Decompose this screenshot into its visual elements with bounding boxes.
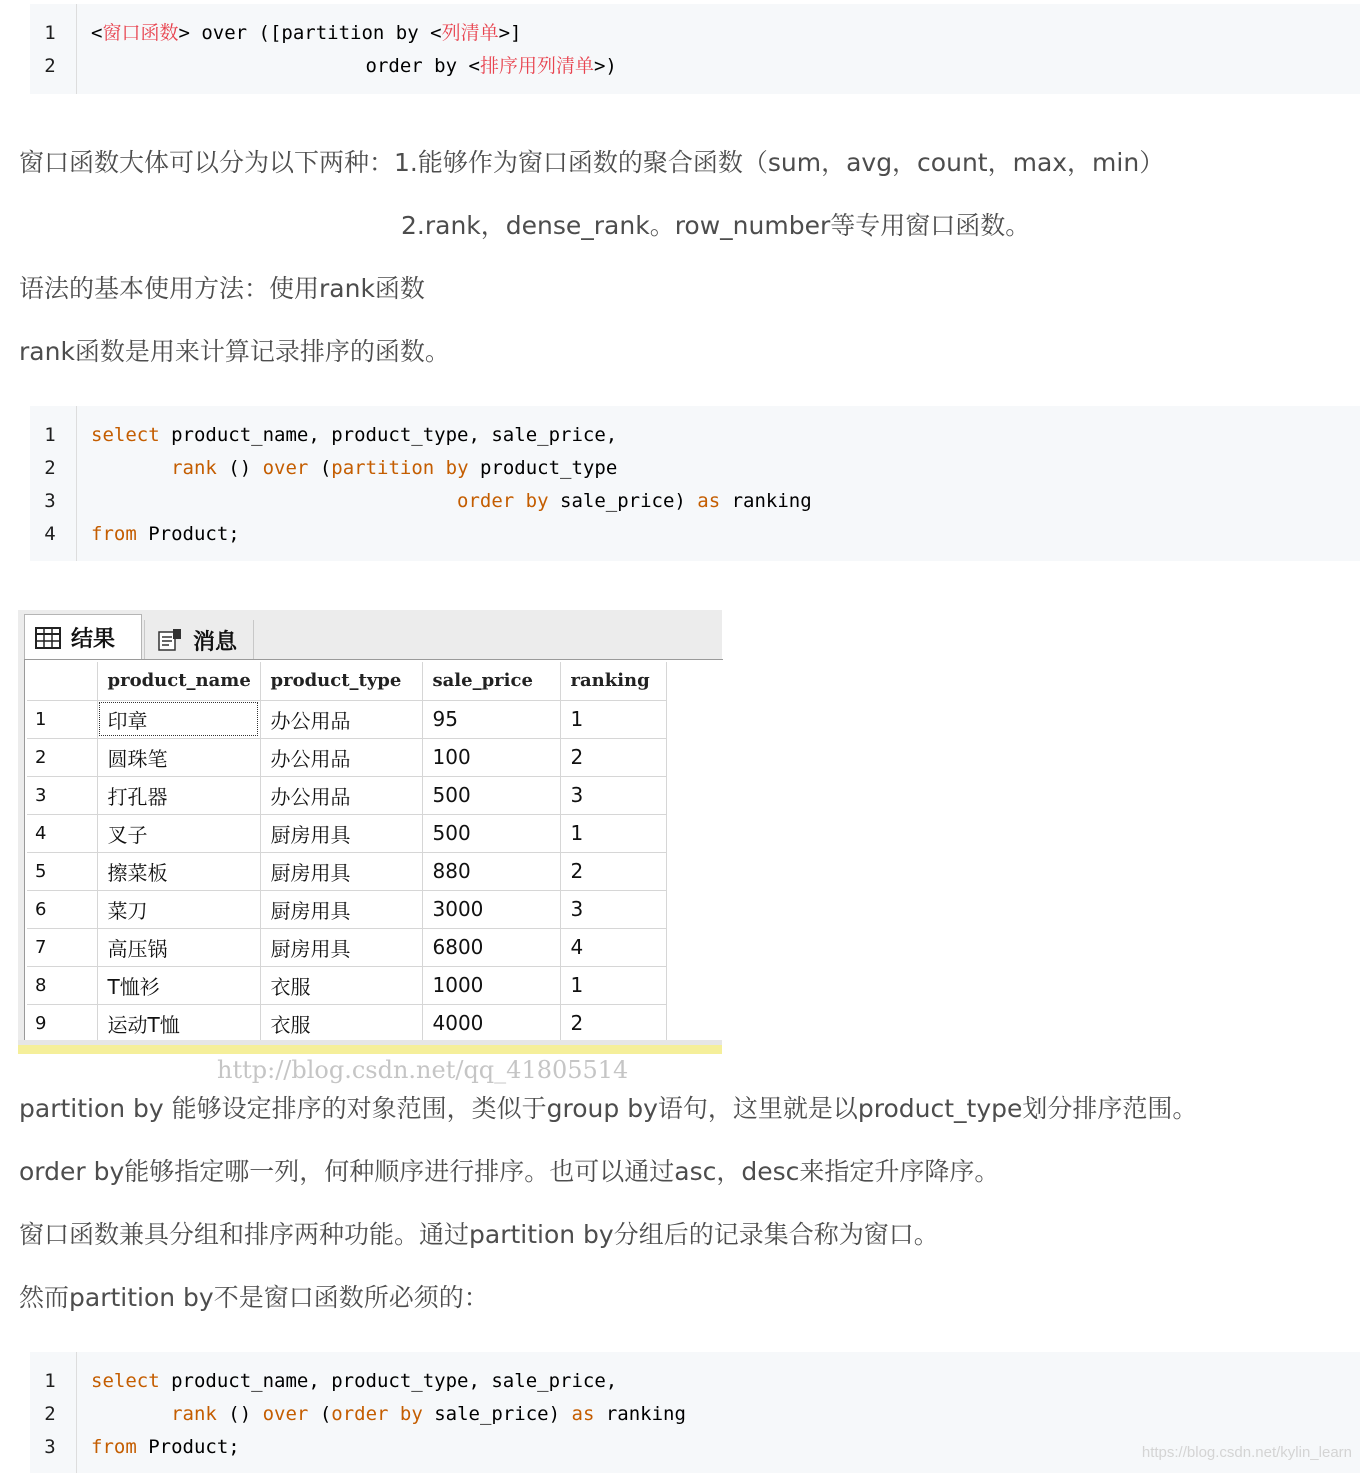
table-cell[interactable]: 95: [422, 700, 560, 738]
table-cell[interactable]: 运动T恤: [97, 1004, 260, 1042]
result-grid: [24, 659, 723, 1084]
paragraph-partition-optional: 然而partition by不是窗口函数所必须的：: [19, 1283, 489, 1312]
table-row[interactable]: [27, 966, 666, 1004]
code-block-syntax: [30, 4, 1360, 94]
code-token: > over ([partition by <: [178, 22, 442, 44]
code-line: [30, 419, 618, 452]
code-keyword: order by: [457, 490, 549, 512]
table-cell[interactable]: 2: [560, 1004, 666, 1042]
row-number-cell[interactable]: 6: [27, 890, 97, 928]
code-line: [30, 1431, 240, 1464]
code-token: sale_price): [548, 490, 698, 512]
line-number: 1: [44, 1370, 56, 1392]
grid-watermark: http://blog.csdn.net/qq_41805514: [217, 1056, 629, 1084]
line-number: 1: [44, 22, 56, 44]
table-cell[interactable]: 办公用品: [260, 700, 422, 738]
table-cell[interactable]: 6800: [422, 928, 560, 966]
paragraph-window-function-types-2: 2.rank，dense_rank。row_number等专用窗口函数。: [401, 211, 1031, 240]
table-row[interactable]: [27, 890, 666, 928]
table-cell[interactable]: 880: [422, 852, 560, 890]
message-icon: [157, 628, 183, 652]
code-keyword: as: [697, 490, 721, 512]
line-number: 3: [44, 1436, 56, 1458]
query-result-panel: [18, 610, 722, 1084]
code-token: >): [593, 55, 617, 77]
code-token: >]: [498, 22, 522, 44]
code-keyword: over: [262, 457, 309, 479]
column-header[interactable]: sale_price: [422, 662, 560, 700]
code-token: (: [308, 1403, 332, 1425]
code-token: (): [216, 457, 263, 479]
code-token: [91, 1403, 171, 1425]
table-cell[interactable]: 500: [422, 776, 560, 814]
code-text: [91, 518, 240, 551]
paragraph-basic-usage: 语法的基本使用方法：使用rank函数: [19, 274, 425, 303]
table-cell[interactable]: 擦菜板: [97, 852, 260, 890]
grid-icon: [35, 627, 61, 649]
row-number-cell[interactable]: 1: [27, 700, 97, 738]
code-token: product_name, product_type, sale_price,: [159, 424, 618, 446]
line-number: 3: [44, 490, 56, 512]
table-cell[interactable]: 厨房用具: [260, 814, 422, 852]
code-block-rank-partition: [30, 406, 1360, 561]
code-token: Product;: [136, 523, 240, 545]
code-text: [91, 17, 521, 50]
code-keyword: partition by: [331, 457, 469, 479]
row-number-cell[interactable]: 4: [27, 814, 97, 852]
result-tab-bar: [18, 610, 722, 658]
table-cell[interactable]: 3: [560, 890, 666, 928]
code-line: [30, 17, 522, 50]
tab-results[interactable]: [24, 614, 142, 660]
row-number-cell[interactable]: 5: [27, 852, 97, 890]
table-cell[interactable]: 3: [560, 776, 666, 814]
code-placeholder: 排序用列清单: [479, 55, 594, 77]
code-keyword: select: [91, 424, 160, 446]
table-cell[interactable]: 打孔器: [97, 776, 260, 814]
code-text: [91, 50, 617, 83]
code-line: [30, 50, 617, 83]
table-row[interactable]: [27, 928, 666, 966]
table-cell[interactable]: 厨房用具: [260, 928, 422, 966]
table-cell[interactable]: 4: [560, 928, 666, 966]
column-header[interactable]: product_name: [97, 662, 260, 700]
line-number: 4: [44, 523, 56, 545]
code-text: [91, 419, 617, 452]
code-token: sale_price): [422, 1403, 572, 1425]
code-keyword: as: [571, 1403, 595, 1425]
table-row[interactable]: [27, 1004, 666, 1042]
line-number: 1: [44, 424, 56, 446]
code-token: ranking: [594, 1403, 686, 1425]
code-keyword: from: [91, 523, 137, 545]
code-text: [91, 1398, 686, 1431]
table-cell[interactable]: 高压锅: [97, 928, 260, 966]
code-keyword: select: [91, 1370, 160, 1392]
code-token: (: [308, 457, 332, 479]
code-line: [30, 1365, 618, 1398]
code-text: [91, 1365, 617, 1398]
code-token: ranking: [720, 490, 812, 512]
column-header[interactable]: product_type: [260, 662, 422, 700]
table-row[interactable]: [27, 700, 666, 738]
paragraph-window-function-types: 窗口函数大体可以分为以下两种：1.能够作为窗口函数的聚合函数（sum，avg，count，max，min）: [19, 148, 1165, 177]
table-row[interactable]: [27, 814, 666, 852]
table-cell[interactable]: 菜刀: [97, 890, 260, 928]
row-number-cell[interactable]: 8: [27, 966, 97, 1004]
header-corner-cell: [27, 662, 97, 700]
code-keyword: over: [262, 1403, 309, 1425]
table-cell[interactable]: 厨房用具: [260, 890, 422, 928]
table-cell[interactable]: 500: [422, 814, 560, 852]
code-placeholder: 窗口函数: [102, 22, 179, 44]
tab-messages-label: 消息: [193, 629, 238, 655]
paragraph-window-definition: 窗口函数兼具分组和排序两种功能。通过partition by分组后的记录集合称为窗口。: [19, 1220, 939, 1249]
paragraph-order-by: order by能够指定哪一列，何种顺序进行排序。也可以通过asc，desc来指定升序降序。: [19, 1157, 1000, 1186]
code-line: [30, 485, 812, 518]
table-cell[interactable]: 2: [560, 852, 666, 890]
code-token: product_type: [468, 457, 618, 479]
line-number: 2: [44, 1403, 56, 1425]
row-number-cell[interactable]: 9: [27, 1004, 97, 1042]
code-text: [91, 452, 617, 485]
code-keyword: order by: [331, 1403, 423, 1425]
table-cell[interactable]: 1: [560, 700, 666, 738]
column-header[interactable]: ranking: [560, 662, 666, 700]
table-row[interactable]: [27, 738, 666, 776]
table-cell[interactable]: 印章: [97, 700, 260, 738]
row-number-cell[interactable]: 7: [27, 928, 97, 966]
table-row[interactable]: [27, 776, 666, 814]
tab-results-label: 结果: [71, 627, 116, 652]
code-keyword: rank: [171, 457, 217, 479]
line-number: 2: [44, 55, 56, 77]
code-token: (): [216, 1403, 263, 1425]
code-line: [30, 452, 618, 485]
code-placeholder: 列清单: [441, 22, 499, 44]
table-cell[interactable]: 1000: [422, 966, 560, 1004]
code-text: [91, 485, 812, 518]
table-cell[interactable]: T恤衫: [97, 966, 260, 1004]
table-cell[interactable]: 1: [560, 966, 666, 1004]
table-cell[interactable]: 圆珠笔: [97, 738, 260, 776]
table-cell[interactable]: 4000: [422, 1004, 560, 1042]
table-cell[interactable]: 办公用品: [260, 738, 422, 776]
code-line: [30, 1398, 686, 1431]
code-keyword: from: [91, 1436, 137, 1458]
table-cell[interactable]: 1: [560, 814, 666, 852]
code-line: [30, 518, 240, 551]
row-number-cell[interactable]: 3: [27, 776, 97, 814]
line-number: 2: [44, 457, 56, 479]
tab-messages[interactable]: [144, 620, 254, 660]
code-token: <: [91, 22, 103, 44]
table-header-row: [27, 662, 666, 700]
paragraph-partition-by: partition by 能够设定排序的对象范围，类似于group by语句，这里就是以product_type划分排序范围。: [19, 1094, 1198, 1123]
code-keyword: rank: [171, 1403, 217, 1425]
code-text: [91, 1431, 240, 1464]
table-row[interactable]: [27, 852, 666, 890]
page-watermark: https://blog.csdn.net/kylin_learn: [1141, 1444, 1352, 1461]
table-cell[interactable]: 叉子: [97, 814, 260, 852]
code-token: order by <: [91, 55, 480, 77]
result-table: [27, 662, 667, 1043]
table-cell[interactable]: 办公用品: [260, 776, 422, 814]
status-stripe: [18, 1040, 722, 1054]
table-cell[interactable]: 衣服: [260, 1004, 422, 1042]
code-token: product_name, product_type, sale_price,: [159, 1370, 618, 1392]
table-cell[interactable]: 2: [560, 738, 666, 776]
table-cell[interactable]: 厨房用具: [260, 852, 422, 890]
row-number-cell[interactable]: 2: [27, 738, 97, 776]
code-token: Product;: [136, 1436, 240, 1458]
table-cell[interactable]: 100: [422, 738, 560, 776]
table-cell[interactable]: 衣服: [260, 966, 422, 1004]
code-token: [91, 490, 457, 512]
paragraph-rank-description: rank函数是用来计算记录排序的函数。: [19, 337, 450, 366]
table-cell[interactable]: 3000: [422, 890, 560, 928]
code-token: [91, 457, 171, 479]
